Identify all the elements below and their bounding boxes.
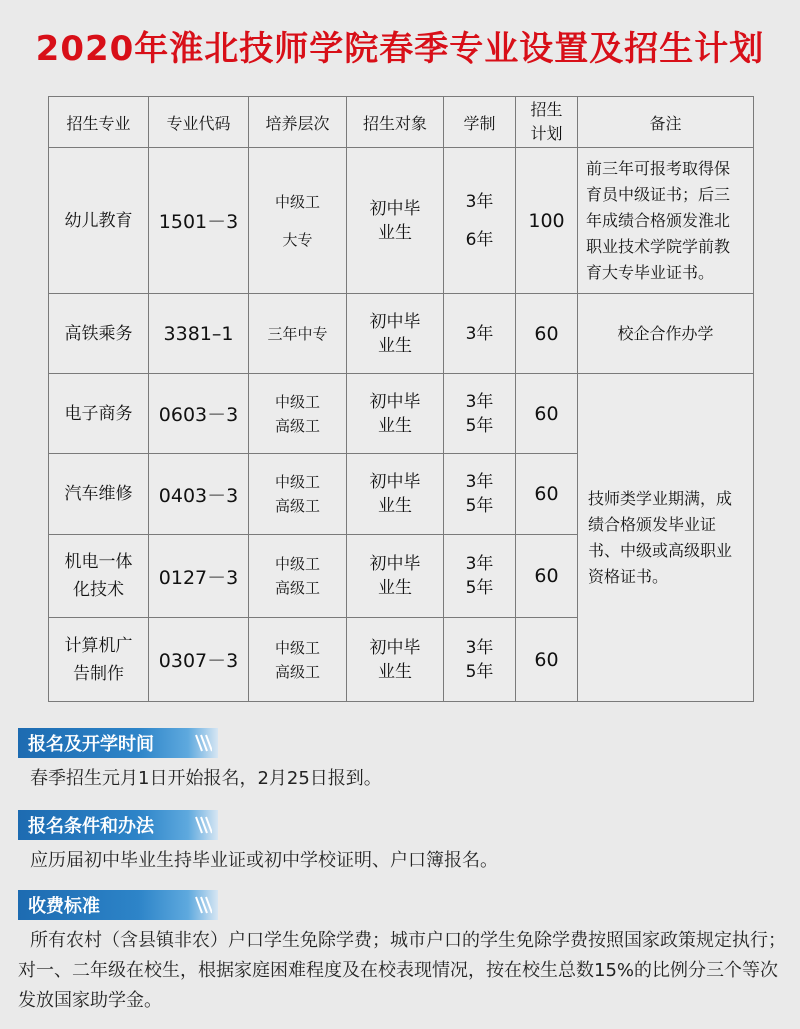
cell-code: 0307－3 xyxy=(149,618,249,702)
years-line: 5年 xyxy=(465,415,494,436)
cell-shared-note: 技师类学业期满，成绩合格颁发毕业证书、中级或高级职业资格证书。 xyxy=(578,374,754,702)
section-heading-registration-time xyxy=(18,728,218,758)
target-line: 初中毕 xyxy=(369,554,421,574)
level-line: 中级工 xyxy=(274,192,320,211)
target-line: 初中毕 xyxy=(369,198,421,219)
header-quota-line1: 招生 xyxy=(530,100,563,119)
target-line: 初中毕 xyxy=(369,391,421,412)
major-line: 计算机广 xyxy=(64,635,133,656)
years-line: 3年 xyxy=(465,554,494,574)
target-line: 业生 xyxy=(378,661,412,682)
cell-quota: 60 xyxy=(516,294,578,374)
section-heading-fees xyxy=(18,890,218,920)
cell-target xyxy=(347,535,444,618)
cell-major xyxy=(49,618,149,702)
header-level: 培养层次 xyxy=(249,97,347,148)
cell-note: 前三年可报考取得保育员中级证书；后三年成绩合格颁发淮北职业技术学院学前教育大专毕业证书。 xyxy=(578,148,754,294)
cell-level xyxy=(249,294,347,374)
cell-quota: 60 xyxy=(516,454,578,535)
cell-years xyxy=(444,535,516,618)
section-heading-conditions xyxy=(18,810,218,840)
target-line: 初中毕 xyxy=(369,311,421,332)
section-heading-text: 报名条件和办法 xyxy=(28,816,154,837)
section-text-registration-time: 春季招生元月1日开始报名，2月25日报到。 xyxy=(30,768,382,789)
level-line: 中级工 xyxy=(274,473,320,491)
target-line: 业生 xyxy=(378,335,412,356)
table-row xyxy=(49,148,754,294)
header-quota-line2: 计划 xyxy=(530,124,563,143)
target-line: 业生 xyxy=(378,415,412,436)
level-line: 中级工 xyxy=(274,555,320,573)
years-line: 5年 xyxy=(465,496,494,516)
cell-level xyxy=(249,374,347,454)
cell-code: 0603－3 xyxy=(149,374,249,454)
section-text-conditions: 应历届初中毕业生持毕业证或初中学校证明、户口簿报名。 xyxy=(30,850,498,871)
header-target: 招生对象 xyxy=(347,97,444,148)
table-row xyxy=(49,294,754,374)
cell-major xyxy=(49,148,149,294)
cell-target xyxy=(347,618,444,702)
cell-major xyxy=(49,294,149,374)
header-quota xyxy=(516,97,578,148)
cell-level xyxy=(249,454,347,535)
major-line: 幼儿教育 xyxy=(64,210,133,231)
header-code: 专业代码 xyxy=(149,97,249,148)
target-line: 初中毕 xyxy=(369,637,421,658)
major-line: 化技术 xyxy=(73,580,124,600)
cell-target xyxy=(347,294,444,374)
stripes-icon xyxy=(194,815,212,835)
cell-level xyxy=(249,618,347,702)
section-heading-text: 收费标准 xyxy=(28,896,100,917)
level-line: 高级工 xyxy=(274,579,320,597)
major-line: 电子商务 xyxy=(64,403,133,424)
cell-code: 1501－3 xyxy=(149,148,249,294)
cell-quota: 60 xyxy=(516,374,578,454)
cell-major xyxy=(49,454,149,535)
page-title: 2020年淮北技师学院春季专业设置及招生计划 xyxy=(35,28,765,69)
target-line: 初中毕 xyxy=(369,472,421,492)
cell-quota: 60 xyxy=(516,618,578,702)
header-years: 学制 xyxy=(444,97,516,148)
years-line: 3年 xyxy=(465,391,494,412)
cell-quota: 100 xyxy=(516,148,578,294)
cell-years xyxy=(444,618,516,702)
cell-years xyxy=(444,374,516,454)
cell-code: 0403－3 xyxy=(149,454,249,535)
major-line: 机电一体 xyxy=(64,552,133,572)
level-line: 高级工 xyxy=(274,497,320,515)
cell-code: 0127－3 xyxy=(149,535,249,618)
major-line: 高铁乘务 xyxy=(64,323,133,344)
cell-target xyxy=(347,148,444,294)
cell-years xyxy=(444,148,516,294)
cell-target xyxy=(347,454,444,535)
section-text-fees: 所有农村（含县镇非农）户口学生免除学费；城市户口的学生免除学费按照国家政策规定执行；对一、二年级在校生，根据家庭困难程度及在校表现情况，按在校生总数15%的比例分三个等次发放国家助学金。 xyxy=(18,930,786,1011)
cell-code: 3381–1 xyxy=(149,294,249,374)
enrollment-plan-table xyxy=(48,96,754,702)
cell-quota: 60 xyxy=(516,535,578,618)
level-line: 三年中专 xyxy=(267,324,328,343)
years-line: 3年 xyxy=(465,637,494,658)
years-line: 6年 xyxy=(465,229,494,250)
stripes-icon xyxy=(194,733,212,753)
table-row xyxy=(49,374,754,454)
target-line: 业生 xyxy=(378,578,412,598)
cell-level xyxy=(249,148,347,294)
years-line: 5年 xyxy=(465,578,494,598)
cell-note: 校企合作办学 xyxy=(578,294,754,374)
section-heading-text: 报名及开学时间 xyxy=(28,734,154,755)
cell-major xyxy=(49,374,149,454)
years-line: 3年 xyxy=(465,472,494,492)
level-line: 高级工 xyxy=(274,662,320,681)
stripes-icon xyxy=(194,895,212,915)
header-note: 备注 xyxy=(578,97,754,148)
cell-years xyxy=(444,294,516,374)
years-line: 5年 xyxy=(465,661,494,682)
major-line: 汽车维修 xyxy=(64,484,133,504)
table-header-row xyxy=(49,97,754,148)
header-major: 招生专业 xyxy=(49,97,149,148)
cell-major xyxy=(49,535,149,618)
cell-target xyxy=(347,374,444,454)
cell-level xyxy=(249,535,347,618)
level-line: 中级工 xyxy=(274,638,320,657)
level-line: 中级工 xyxy=(274,392,320,411)
target-line: 业生 xyxy=(378,496,412,516)
years-line: 3年 xyxy=(465,323,494,344)
level-line: 大专 xyxy=(282,230,313,249)
major-line: 告制作 xyxy=(73,663,124,684)
cell-years xyxy=(444,454,516,535)
target-line: 业生 xyxy=(378,222,412,243)
level-line: 高级工 xyxy=(274,416,320,435)
years-line: 3年 xyxy=(465,191,494,212)
